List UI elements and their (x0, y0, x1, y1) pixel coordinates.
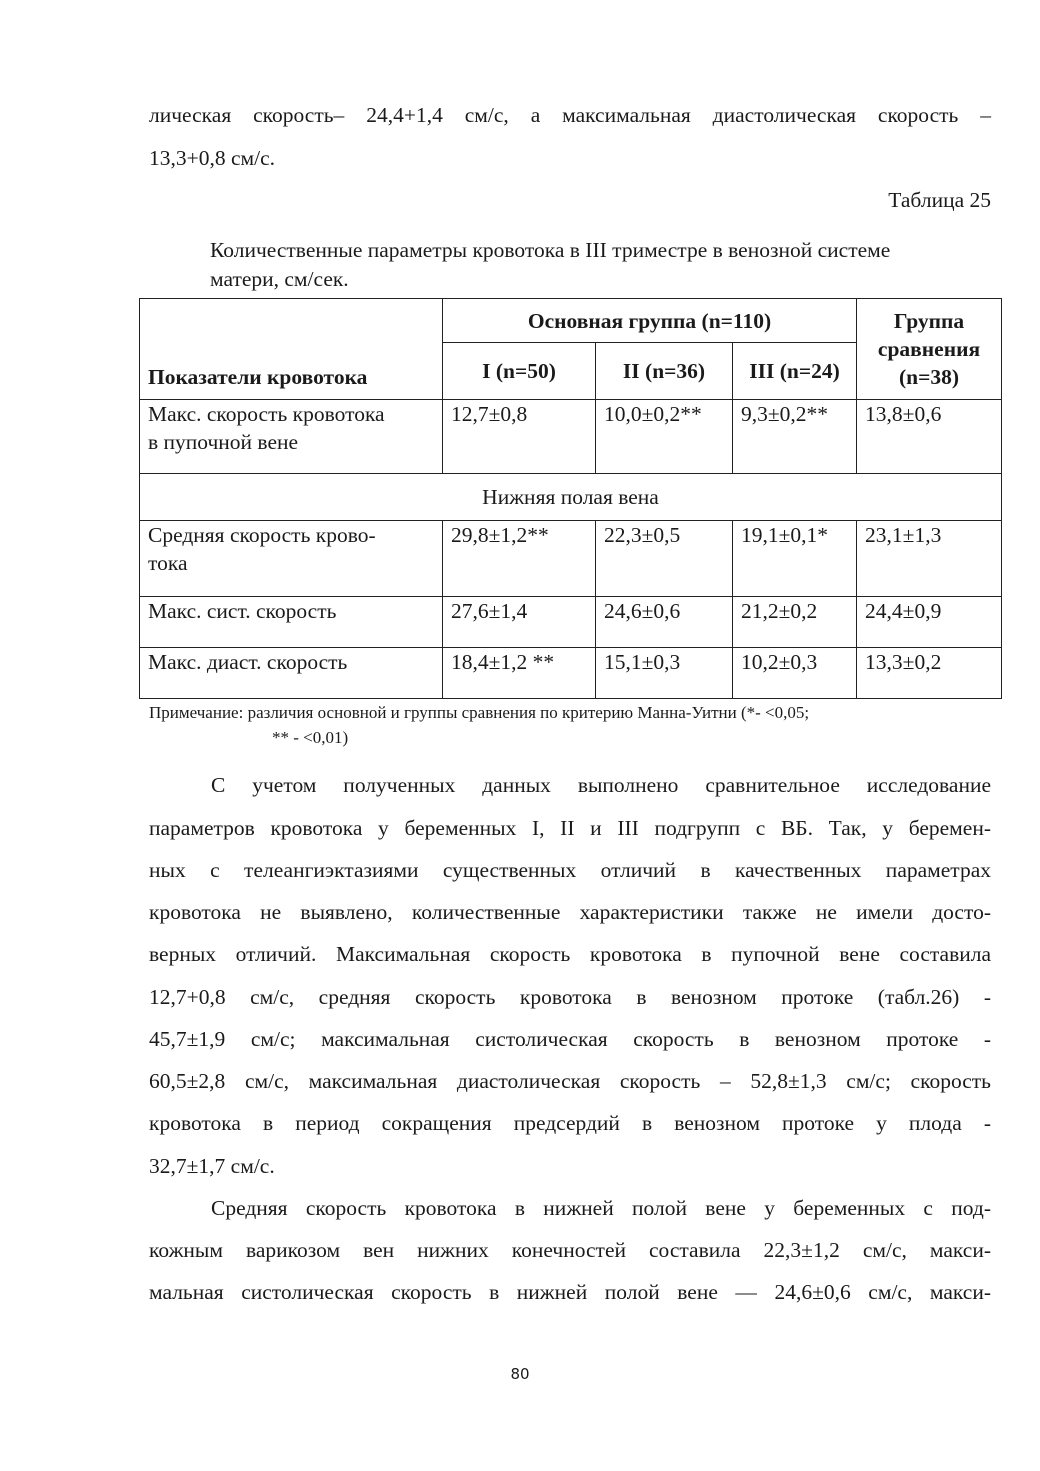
table-row (140, 400, 1002, 474)
table-cell: 13,3±0,2 (857, 648, 1002, 699)
table-row (140, 521, 1002, 597)
text-line: лическая скорость– 24,4+1,4 см/с, а максимальная диастолическая скорость – (149, 103, 991, 127)
table-cell: 21,2±0,2 (733, 597, 857, 648)
row-label (140, 400, 443, 474)
text-line: кровотока не выявлено, количественные характеристики также не имели досто- (149, 900, 991, 924)
label-line: тока (148, 551, 188, 575)
table-label: Таблица 25 (888, 188, 991, 212)
row-label: Макс. диаст. скорость (140, 648, 443, 699)
flow-parameters-table (139, 298, 1002, 699)
label-line: Макс. скорость кровотока (148, 402, 385, 426)
table-cell: 10,0±0,2** (596, 400, 733, 474)
label-line: в пупочной вене (148, 430, 299, 454)
header-text: (n=38) (899, 365, 960, 389)
row-label (140, 521, 443, 597)
table-cell: 18,4±1,2 ** (443, 648, 596, 699)
table-cell: 23,1±1,3 (857, 521, 1002, 597)
header-text: Группа (893, 309, 965, 333)
header-subgroup-3: III (n=24) (733, 343, 857, 400)
table-row (140, 648, 1002, 699)
caption-line: Количественные параметры кровотока в III триместре в венозной системе (210, 238, 891, 262)
text-line: 60,5±2,8 см/с, максимальная диастолическая скорость – 52,8±1,3 см/с; скорость (149, 1069, 991, 1093)
caption-line: матери, см/сек. (210, 267, 349, 291)
table-cell: 13,8±0,6 (857, 400, 1002, 474)
table-cell: 19,1±0,1* (733, 521, 857, 597)
table-cell: 10,2±0,3 (733, 648, 857, 699)
text-line: параметров кровотока у беременных I, II и III подгрупп с ВБ. Так, у беремен- (149, 816, 991, 840)
table-note: Примечание: различия основной и группы сравнения по критерию Манна-Уитни (*- <0,05; (149, 703, 810, 722)
header-text: сравнения (877, 337, 981, 361)
table-cell: 15,1±0,3 (596, 648, 733, 699)
header-comparison-group (857, 299, 1002, 400)
table-cell: 27,6±1,4 (443, 597, 596, 648)
table-note: ** - <0,01) (272, 728, 349, 747)
page-number: 80 (510, 1365, 530, 1383)
section-row (140, 474, 1002, 521)
table-cell: 12,7±0,8 (443, 400, 596, 474)
text-line: 13,3+0,8 см/с. (149, 146, 276, 170)
text-line: С учетом полученных данных выполнено сравнительное исследование (211, 773, 991, 797)
text-line: кожным варикозом вен нижних конечностей составила 22,3±1,2 см/с, макси- (149, 1238, 991, 1262)
section-title: Нижняя полая вена (140, 474, 1002, 521)
table-header-row (140, 299, 1002, 343)
text-line: кровотока в период сокращения предсердий в венозном протоке у плода - (149, 1111, 991, 1135)
table-caption (210, 236, 995, 294)
text-line: ных с телеангиэктазиями существенных отличий в качественных параметрах (149, 858, 991, 882)
text-line: 32,7±1,7 см/с. (149, 1154, 275, 1178)
table-cell: 22,3±0,5 (596, 521, 733, 597)
text-line: верных отличий. Максимальная скорость кровотока в пупочной вене составила (149, 942, 991, 966)
header-subgroup-1: I (n=50) (443, 343, 596, 400)
text-line: 12,7+0,8 см/с, средняя скорость кровотока в венозном протоке (табл.26) - (149, 985, 991, 1009)
table-cell: 24,4±0,9 (857, 597, 1002, 648)
header-main-group: Основная группа (n=110) (443, 299, 857, 343)
table-cell: 9,3±0,2** (733, 400, 857, 474)
table-row (140, 597, 1002, 648)
text-line: 45,7±1,9 см/с; максимальная систолическая скорость в венозном протоке - (149, 1027, 991, 1051)
label-line: Средняя скорость крово- (148, 523, 376, 547)
table-cell: 24,6±0,6 (596, 597, 733, 648)
header-indicators: Показатели кровотока (140, 299, 443, 400)
row-label: Макс. сист. скорость (140, 597, 443, 648)
text-line: Средняя скорость кровотока в нижней полой вене у беременных с под- (211, 1196, 991, 1220)
header-subgroup-2: II (n=36) (596, 343, 733, 400)
table-cell: 29,8±1,2** (443, 521, 596, 597)
text-line: мальная систолическая скорость в нижней полой вене — 24,6±0,6 см/с, макси- (149, 1280, 991, 1304)
